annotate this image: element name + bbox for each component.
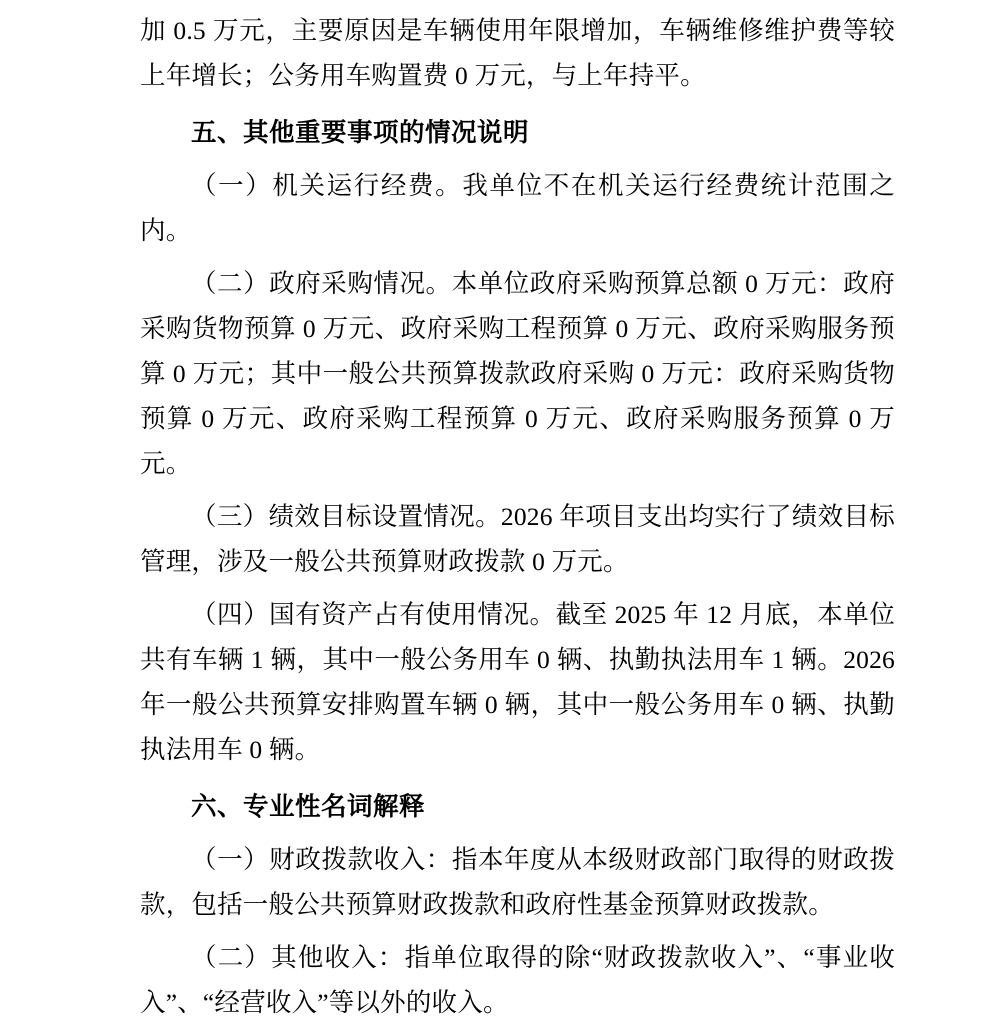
paragraph-item-3: （三）绩效目标设置情况。2026 年项目支出均实行了绩效目标管理，涉及一般公共预算财政拨款 0 万元。 xyxy=(140,502,895,576)
section-heading-five: 五、其他重要事项的情况说明 xyxy=(191,118,530,147)
paragraph-continued: 加 0.5 万元，主要原因是车辆使用年限增加，车辆维修维护费等较上年增长；公务用车购置费 0 万元，与上年持平。 xyxy=(140,16,895,90)
spacer xyxy=(140,486,895,494)
paragraph-term-1: （一）财政拨款收入：指本年度从本级财政部门取得的财政拨款，包括一般公共预算财政拨款和政府性基金预算财政拨款。 xyxy=(140,845,895,919)
paragraph-item-1: （一）机关运行经费。我单位不在机关运行经费统计范围之内。 xyxy=(140,171,895,245)
spacer xyxy=(140,584,895,592)
spacer xyxy=(140,253,895,261)
paragraph-item-2: （二）政府采购情况。本单位政府采购预算总额 0 万元：政府采购货物预算 0 万元、政府采购工程预算 0 万元、政府采购服务预算 0 万元；其中一般公共预算拨款政府采购 0 万元：政府采购货物预算 0 万元、政府采购工程预算 0 万元、政府采购服务预算 0 万元。 xyxy=(140,269,895,478)
spacer xyxy=(140,927,895,935)
spacer xyxy=(140,772,895,784)
spacer xyxy=(140,155,895,163)
section-heading-six: 六、专业性名词解释 xyxy=(191,792,426,821)
spacer xyxy=(140,829,895,837)
paragraph-item-4: （四）国有资产占有使用情况。截至 2025 年 12 月底，本单位共有车辆 1 辆，其中一般公务用车 0 辆、执勤执法用车 1 辆。2026 年一般公共预算安排购置车辆 0 辆，其中一般公务用车 0 辆、执勤执法用车 0 辆。 xyxy=(140,600,895,764)
paragraph-term-2: （二）其他收入：指单位取得的除“财政拨款收入”、“事业收入”、“经营收入”等以外的收入。 xyxy=(140,943,895,1017)
spacer xyxy=(140,98,895,110)
